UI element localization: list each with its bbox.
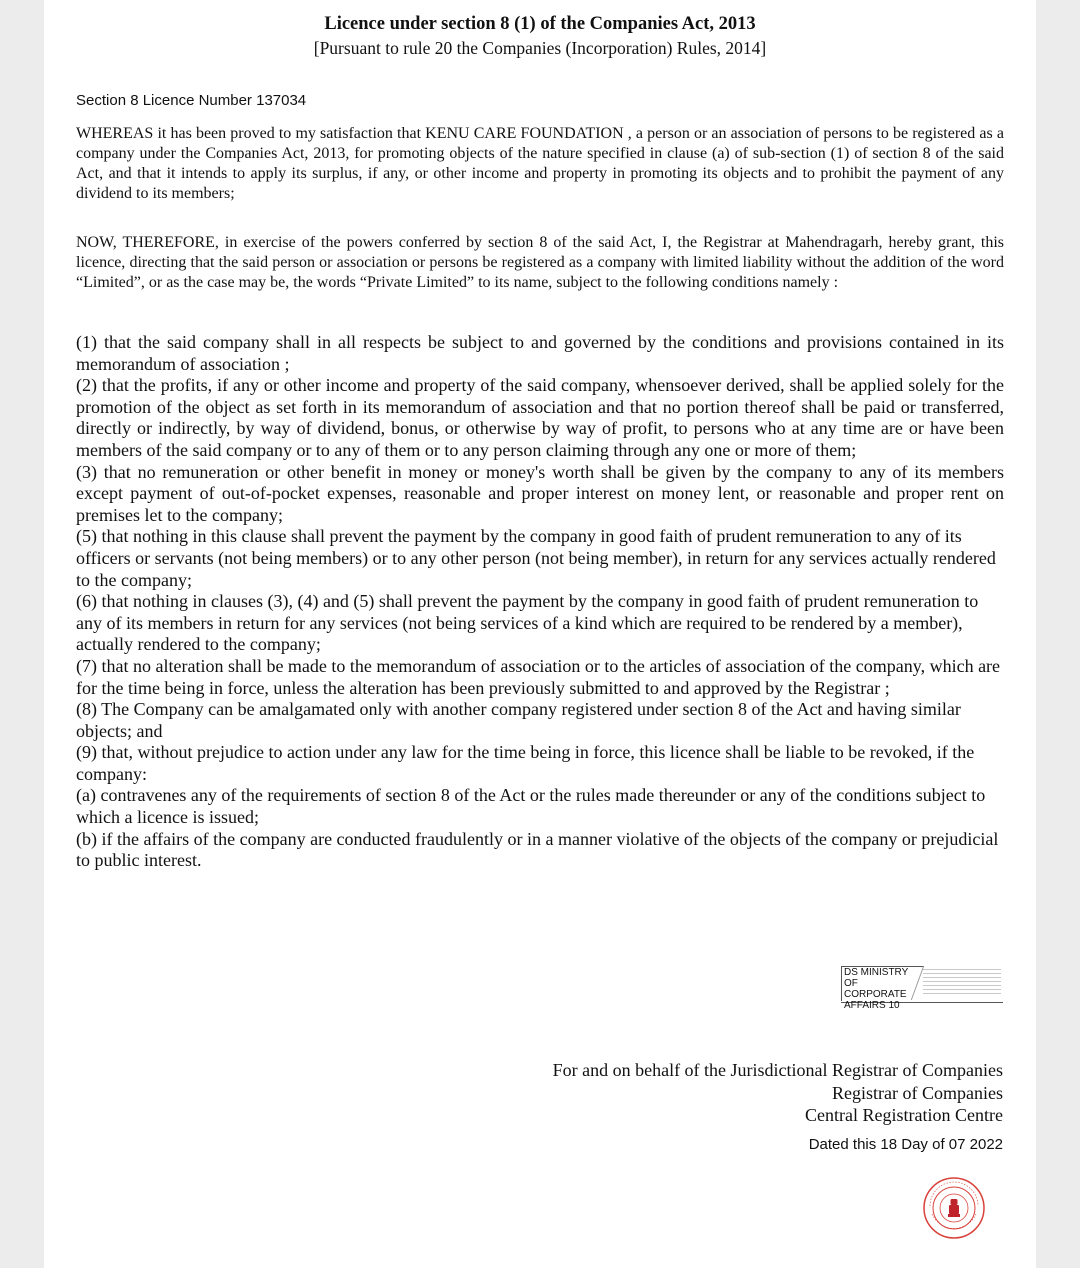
ds-signature-details-icon (923, 969, 1001, 997)
condition-9: (9) that, without prejudice to action under any law for the time being in force, this licence shall be liable to be revoked, if the company: (76, 742, 975, 784)
document-title: Licence under section 8 (1) of the Companies Act, 2013 (324, 14, 756, 34)
condition-6: (6) that nothing in clauses (3), (4) and (5) shall prevent the payment by the company in good faith of prudent remuneration to any of its members in return for any services (not being services of a kind which are required to be rendered by a member), actually rendered to the company; (76, 591, 979, 655)
ds-line-2: CORPORATE (844, 989, 907, 1000)
seal-icon (922, 1176, 986, 1240)
licence-number: Section 8 Licence Number 137034 (76, 92, 307, 109)
whereas-paragraph: WHEREAS it has been proved to my satisfaction that KENU CARE FOUNDATION , a person or an association of persons to be registered as a company under the Companies Act, 2013, for promoting objects of the nature specified in clause (a) of sub-section (1) of section 8 of the said Act, and that it intends to apply its surplus, if any, or other income and property in promoting its objects and to prohibit the payment of any dividend to its members; (76, 125, 1004, 202)
signature-line-1: For and on behalf of the Jurisdictional Registrar of Companies (552, 1060, 1003, 1080)
dated-line: Dated this 18 Day of 07 2022 (808, 1136, 1003, 1153)
signature-line-2: Registrar of Companies (832, 1083, 1003, 1103)
document-subtitle: [Pursuant to rule 20 the Companies (Incorporation) Rules, 2014] (313, 38, 767, 58)
conditions-list (76, 332, 1004, 872)
condition-3: (3) that no remuneration or other benefit in money or money's worth shall be given by the company to any of its members except payment of out-of-pocket expenses, reasonable and proper interest on money lent, or reasonable and proper rent on premises let to the company; (76, 461, 1004, 525)
condition-1: (1) that the said company shall in all respects be subject to and governed by the conditions and provisions contained in its memorandum of association ; (76, 332, 1004, 374)
condition-8: (8) The Company can be amalgamated only with another company registered under section 8 of the Act and having similar objects; and (76, 699, 961, 741)
condition-a: (a) contravenes any of the requirements of section 8 of the Act or the rules made thereunder or any of the conditions subject to which a licence is issued; (76, 785, 986, 828)
signature-line-3: Central Registration Centre (805, 1105, 1003, 1125)
ds-line-1: DS MINISTRY OF (844, 967, 909, 989)
now-therefore-paragraph: NOW, THEREFORE, in exercise of the powers conferred by section 8 of the said Act, I, the Registrar at Mahendragarh, hereby grant, this licence, directing that the said person or association or persons be registered as a company with limited liability without the addition of the word “Limited”, or as the case may be, the words “Private Limited” to its name, subject to the following conditions namely : (76, 234, 1004, 291)
condition-5: (5) that nothing in this clause shall prevent the payment by the company in good faith of prudent remuneration to any of its officers or servants (not being members) or to any other person (not being member), in return for any services actually rendered to the company; (76, 526, 996, 590)
condition-7: (7) that no alteration shall be made to the memorandum of association or to the articles of association of the company, which are for the time being in force, unless the alteration has been previously submitted to and approved by the Registrar ; (76, 655, 1001, 698)
ds-line-3: AFFAIRS 10 (844, 1000, 900, 1011)
digital-signature-box (841, 966, 1003, 1011)
condition-2: (2) that the profits, if any or other income and property of the said company, whensoever derived, shall be applied solely for the promotion of the object as set forth in its memorandum of association and that no portion thereof shall be paid or transferred, directly or indirectly, by way of dividend, bonus, or otherwise by way of profit, to persons who at any time are or have been members of the said company or to any of them or to any person claiming through any one or more of them; (76, 375, 1004, 460)
licence-document (44, 0, 1036, 1268)
condition-b: (b) if the affairs of the company are conducted fraudulently or in a manner violative of the objects of the company or prejudicial to public interest. (76, 828, 999, 871)
